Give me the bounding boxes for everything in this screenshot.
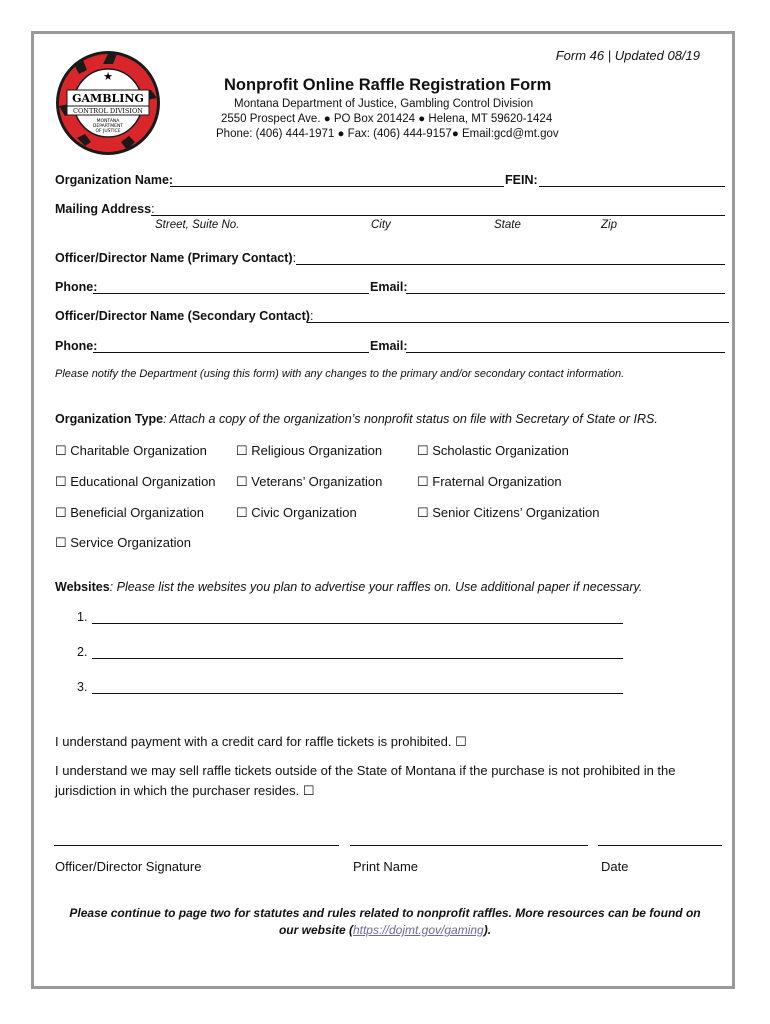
- seal-inner-3: OF JUSTICE: [95, 129, 121, 134]
- website-1-field[interactable]: [92, 623, 623, 624]
- secondary-contact-text: Officer/Director Name (Secondary Contact): [55, 309, 310, 323]
- print-name-field[interactable]: [350, 845, 588, 846]
- primary-phone-label: Phone:: [55, 280, 98, 294]
- org-name-label: Organization Name:: [55, 173, 174, 187]
- date-label: Date: [601, 859, 629, 874]
- checkbox-beneficial[interactable]: ☐ Beneficial Organization: [55, 505, 204, 520]
- org-type-heading: [55, 412, 658, 426]
- secondary-phone-label: Phone:: [55, 339, 98, 353]
- footer-line2: [0, 923, 770, 937]
- primary-phone-field[interactable]: [93, 293, 369, 294]
- svg-text:★: ★: [103, 70, 113, 83]
- checkbox-senior-citizens[interactable]: ☐ Senior Citizens’ Organization: [417, 505, 600, 520]
- website-2-field[interactable]: [92, 658, 623, 659]
- seal-inner-1: MONTANA: [96, 119, 120, 124]
- fein-field[interactable]: [539, 186, 725, 187]
- outside-state-acknowledgement-line1: I understand we may sell raffle tickets outside of the State of Montana if the purchase is not prohibited in the: [55, 763, 676, 778]
- street-hint: Street, Suite No.: [155, 219, 240, 231]
- website-3-field[interactable]: [92, 693, 623, 694]
- secondary-phone-field[interactable]: [93, 352, 369, 353]
- checkbox-service[interactable]: ☐ Service Organization: [55, 535, 191, 550]
- website-3-number: 3.: [77, 680, 88, 694]
- checkbox-civic[interactable]: ☐ Civic Organization: [236, 505, 357, 520]
- agency-name: Montana Department of Justice, Gambling Control Division: [234, 98, 534, 110]
- mailing-address-text: Mailing Address: [55, 202, 152, 216]
- checkbox-fraternal[interactable]: ☐ Fraternal Organization: [417, 474, 562, 489]
- gambling-control-seal-logo: [55, 50, 161, 156]
- seal-inner-2: DEPARTMENT: [92, 124, 124, 129]
- website-2-number: 2.: [77, 645, 88, 659]
- website-1-number: 1.: [77, 610, 88, 624]
- date-field[interactable]: [598, 845, 722, 846]
- signature-field[interactable]: [54, 845, 339, 846]
- mailing-address-colon: :: [151, 202, 155, 216]
- secondary-contact-colon: :: [309, 309, 314, 323]
- footer-line1: Please continue to page two for statutes and rules related to nonprofit raffles. More resources can be found on: [69, 906, 701, 920]
- notify-note: Please notify the Department (using this form) with any changes to the primary and/or secondary contact information.: [55, 368, 625, 380]
- checkbox-charitable[interactable]: ☐ Charitable Organization: [55, 443, 207, 458]
- primary-contact-text: Officer/Director Name (Primary Contact): [55, 251, 293, 265]
- checkbox-educational[interactable]: ☐ Educational Organization: [55, 474, 216, 489]
- gaming-website-link[interactable]: https://dojmt.gov/gaming: [352, 923, 484, 937]
- primary-contact-label: [55, 251, 296, 265]
- agency-address: 2550 Prospect Ave. ● PO Box 201424 ● Helena, MT 59620-1424: [221, 113, 553, 125]
- footer-pre: our website (: [278, 923, 353, 937]
- org-name-field[interactable]: [170, 186, 504, 187]
- secondary-email-label: Email:: [370, 339, 408, 353]
- page-title: Nonprofit Online Raffle Registration Form: [224, 76, 552, 94]
- websites-label: Websites: [55, 580, 110, 594]
- signature-label: Officer/Director Signature: [55, 859, 202, 874]
- seal-bottom-text: CONTROL DIVISION: [72, 107, 144, 115]
- secondary-contact-field[interactable]: [307, 322, 729, 323]
- primary-contact-field[interactable]: [296, 264, 725, 265]
- seal-top-text: GAMBLING: [72, 92, 144, 105]
- credit-card-acknowledgement[interactable]: I understand payment with a credit card for raffle tickets is prohibited. ☐: [55, 734, 467, 749]
- footer-post: ).: [483, 923, 492, 937]
- print-name-label: Print Name: [353, 859, 419, 874]
- checkbox-scholastic[interactable]: ☐ Scholastic Organization: [417, 443, 569, 458]
- org-type-instructions: : Attach a copy of the organization’s nonprofit status on file with Secretary of State or IRS.: [163, 412, 658, 426]
- org-type-label: Organization Type: [55, 412, 164, 426]
- form-id: Form 46 | Updated 08/19: [555, 48, 700, 63]
- websites-heading: [55, 580, 642, 594]
- checkbox-religious[interactable]: ☐ Religious Organization: [236, 443, 383, 458]
- secondary-email-field[interactable]: [406, 352, 725, 353]
- primary-email-field[interactable]: [406, 293, 725, 294]
- agency-contact: Phone: (406) 444-1971 ● Fax: (406) 444-9157● Email:gcd@mt.gov: [216, 128, 559, 140]
- outside-state-acknowledgement-line2[interactable]: jurisdiction in which the purchaser resides. ☐: [55, 783, 315, 798]
- mailing-address-label: [55, 202, 155, 216]
- websites-instructions: : Please list the websites you plan to advertise your raffles on. Use additional paper if necessary.: [109, 580, 643, 594]
- secondary-contact-label: [55, 309, 313, 323]
- mailing-address-field[interactable]: [151, 215, 725, 216]
- city-hint: City: [371, 219, 391, 231]
- fein-label: FEIN:: [505, 173, 538, 187]
- primary-contact-colon: :: [292, 251, 297, 265]
- primary-email-label: Email:: [370, 280, 408, 294]
- state-hint: State: [494, 219, 521, 231]
- zip-hint: Zip: [601, 219, 617, 231]
- checkbox-veterans[interactable]: ☐ Veterans’ Organization: [236, 474, 383, 489]
